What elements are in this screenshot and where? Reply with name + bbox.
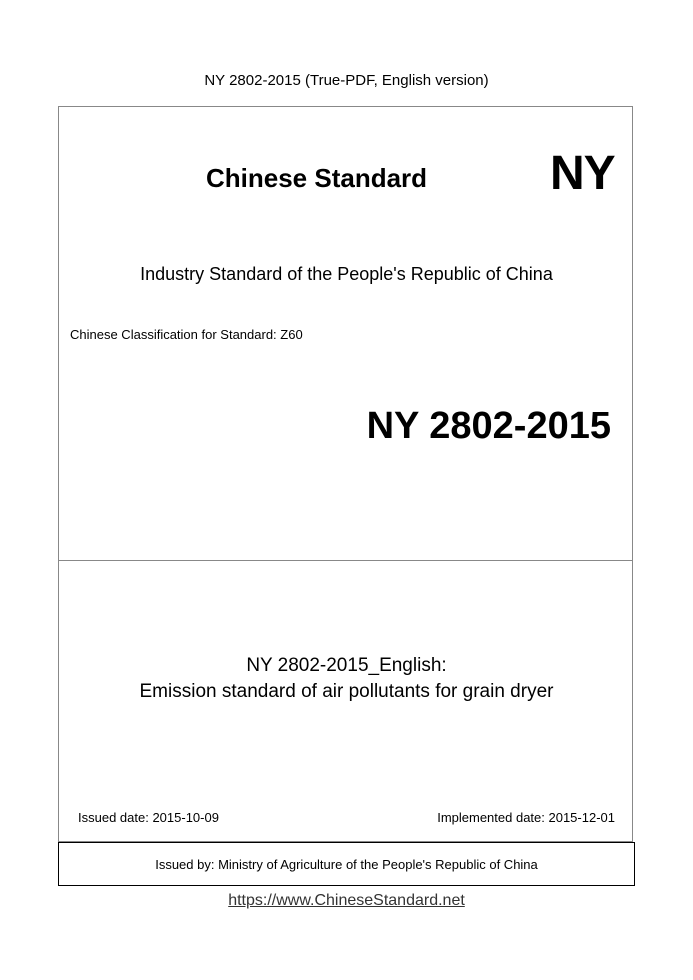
title-line-2: Emission standard of air pollutants for grain dryer — [139, 681, 554, 702]
page-header: NY 2802-2015 (True-PDF, English version) — [204, 72, 489, 89]
document-type: Chinese Standard — [206, 163, 428, 193]
issued-date: Issued date: 2015-10-09 — [78, 810, 219, 825]
classification-line: Chinese Classification for Standard: Z60 — [70, 327, 303, 342]
implemented-date: Implemented date: 2015-12-01 — [437, 810, 615, 825]
industry-standard-line: Industry Standard of the People's Republic of China — [140, 264, 553, 284]
issuer-box — [58, 842, 635, 886]
issuer-text: Issued by: Ministry of Agriculture of the People's Republic of China — [155, 856, 538, 872]
document-code: NY — [550, 147, 615, 200]
standard-number: NY 2802-2015 — [366, 405, 611, 447]
title-line-1: NY 2802-2015_English: — [246, 655, 447, 676]
website-link[interactable]: https://www.ChineseStandard.net — [228, 892, 465, 909]
document-title — [0, 653, 693, 705]
